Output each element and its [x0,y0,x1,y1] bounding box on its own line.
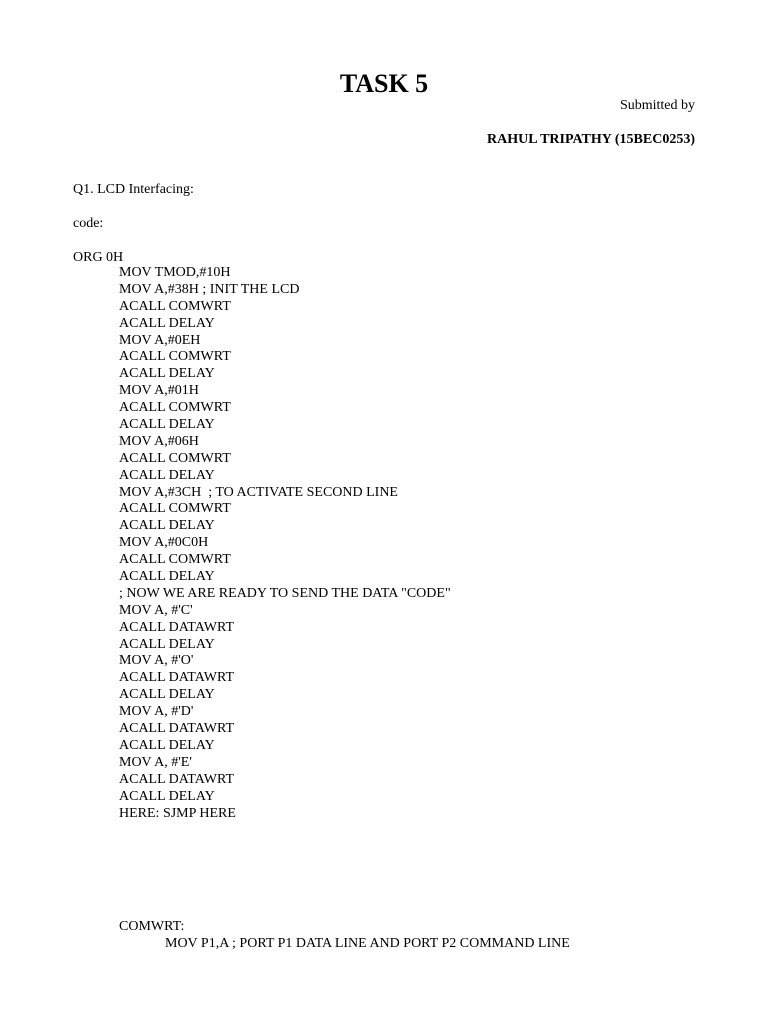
code-line: ACALL DATAWRT [119,670,234,686]
code-line: ACALL COMWRT [119,298,231,314]
org-directive: ORG 0H [73,250,124,265]
author-name: RAHUL TRIPATHY (15BEC0253) [487,132,695,147]
code-line: ACALL COMWRT [119,349,231,365]
page-title: TASK 5 [339,69,429,98]
code-line: ACALL DELAY [119,636,215,652]
code-line: MOV A,#01H [119,383,199,399]
code-line: MOV A,#0EH [119,332,201,348]
code-line: ACALL DELAY [119,687,215,703]
code-line: ACALL COMWRT [119,552,231,568]
code-line: ACALL DELAY [119,737,215,753]
code-line: MOV TMOD,#10H [119,265,231,280]
code-label: code: [73,216,104,231]
code-line: ACALL COMWRT [119,400,231,416]
code-line: ACALL COMWRT [119,450,231,466]
code-line: MOV A,#0C0H [119,535,209,551]
question-heading: Q1. LCD Interfacing: [73,182,194,197]
code-line: MOV A, #'E' [119,754,192,770]
code-line: ACALL DELAY [119,417,215,433]
code-line: ACALL COMWRT [119,501,231,517]
code-line: ACALL DELAY [119,518,215,534]
code-line: ; NOW WE ARE READY TO SEND THE DATA "CODE" [119,585,451,601]
code-line: MOV A, #'O' [119,653,194,669]
code-line: ACALL DELAY [119,467,215,483]
code-line: HERE: SJMP HERE [119,805,236,821]
code-listing [119,265,451,822]
code-line: ACALL DATAWRT [119,771,234,787]
code-line: ACALL DATAWRT [119,619,234,635]
code-line: ACALL DELAY [119,788,215,804]
code-line: ACALL DATAWRT [119,721,234,737]
code-line: ACALL DELAY [119,315,215,331]
subroutine-label: COMWRT: [119,919,185,934]
code-line: ACALL DELAY [119,366,215,382]
code-line: MOV A, #'C' [119,602,193,618]
code-line: MOV A,#06H [119,433,199,449]
code-line: MOV A,#3CH ; TO ACTIVATE SECOND LINE [119,484,398,500]
code-line: ACALL DELAY [119,569,215,585]
subroutine-code-line: MOV P1,A ; PORT P1 DATA LINE AND PORT P2 COMMAND LINE [165,936,570,951]
code-line: MOV A, #'D' [119,704,194,720]
submitted-by-label: Submitted by [619,98,695,113]
code-line: MOV A,#38H ; INIT THE LCD [119,281,300,297]
